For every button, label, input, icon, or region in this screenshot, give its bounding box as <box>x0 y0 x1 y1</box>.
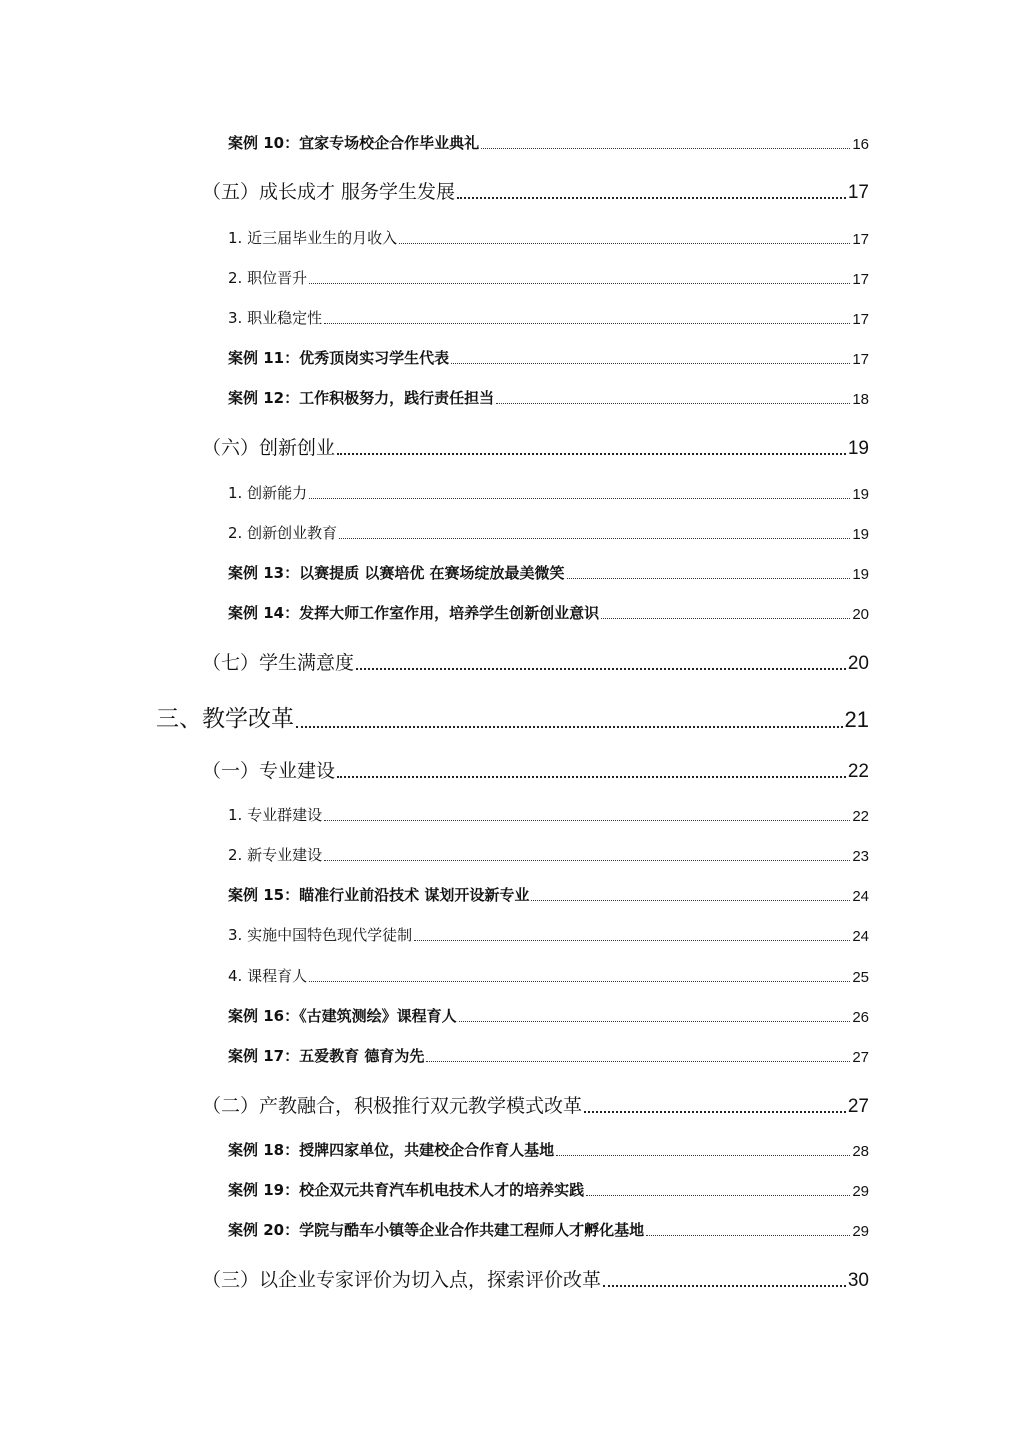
toc-dot-leader <box>337 776 846 778</box>
toc-dot-leader <box>584 1111 846 1113</box>
toc-dot-leader <box>309 981 850 982</box>
toc-dot-leader <box>481 148 850 149</box>
toc-entry-page: 17 <box>852 271 869 288</box>
toc-entry-item[interactable] <box>228 307 869 328</box>
toc-entry-page: 20 <box>852 606 869 623</box>
toc-entry-item[interactable] <box>228 924 869 945</box>
toc-dot-leader <box>459 1021 851 1022</box>
toc-dot-leader <box>324 323 850 324</box>
toc-dot-leader <box>414 940 850 941</box>
toc-dot-leader <box>646 1235 850 1236</box>
toc-entry-page: 19 <box>852 486 869 503</box>
toc-entry-section-7[interactable] <box>202 648 869 675</box>
toc-entry-title: 案例 20：学院与酷车小镇等企业合作共建工程师人才孵化基地 <box>228 1221 645 1239</box>
toc-entry-page: 29 <box>852 1183 869 1200</box>
toc-dot-leader <box>531 900 850 901</box>
toc-dot-leader <box>451 363 850 364</box>
toc-entry-title: （一）专业建设 <box>202 760 336 782</box>
toc-dot-leader <box>324 860 850 861</box>
toc-entry-title: （六）创新创业 <box>202 437 336 459</box>
toc-dot-leader <box>586 1195 850 1196</box>
toc-entry-page: 25 <box>852 969 869 986</box>
toc-entry-page: 20 <box>847 653 869 674</box>
toc-entry-item[interactable] <box>228 965 869 986</box>
toc-entry-title: 3. 职业稳定性 <box>228 309 323 327</box>
toc-entry-title: （五）成长成才 服务学生发展 <box>202 181 456 203</box>
toc-dot-leader <box>399 243 850 244</box>
toc-entry-page: 24 <box>852 888 869 905</box>
toc-entry-case-11[interactable] <box>228 347 869 368</box>
toc-entry-title: 案例 17：五爱教育 德育为先 <box>228 1047 425 1065</box>
toc-entry-title: 案例 10：宜家专场校企合作毕业典礼 <box>228 134 480 152</box>
toc-entry-page: 24 <box>852 928 869 945</box>
toc-entry-page: 28 <box>852 1143 869 1160</box>
toc-dot-leader <box>309 498 850 499</box>
toc-entry-page: 22 <box>847 761 869 782</box>
toc-entry-title: 4. 课程育人 <box>228 967 308 985</box>
toc-entry-section-1[interactable] <box>202 756 869 783</box>
toc-dot-leader <box>339 538 850 539</box>
toc-dot-leader <box>603 1285 846 1287</box>
toc-dot-leader <box>324 820 850 821</box>
toc-entry-title: 案例 16：《古建筑测绘》课程育人 <box>228 1007 457 1025</box>
toc-dot-leader <box>356 668 846 670</box>
toc-entry-title: 2. 创新创业教育 <box>228 524 338 542</box>
toc-entry-case-15[interactable] <box>228 884 869 905</box>
toc-entry-page: 30 <box>847 1270 869 1291</box>
toc-entry-section-5[interactable] <box>202 177 869 204</box>
toc-entry-title: 三、教学改革 <box>156 706 294 732</box>
toc-entry-section-2[interactable] <box>202 1091 869 1118</box>
toc-entry-item[interactable] <box>228 522 869 543</box>
toc-entry-title: 案例 12：工作积极努力，践行责任担当 <box>228 389 495 407</box>
toc-entry-title: （二）产教融合，积极推行双元教学模式改革 <box>202 1095 583 1117</box>
toc-entry-case-18[interactable] <box>228 1139 869 1160</box>
toc-entry-page: 18 <box>852 391 869 408</box>
toc-entry-title: （七）学生满意度 <box>202 652 355 674</box>
toc-entry-title: 1. 近三届毕业生的月收入 <box>228 229 398 247</box>
toc-entry-page: 26 <box>852 1009 869 1026</box>
toc-entry-item[interactable] <box>228 482 869 503</box>
toc-entry-page: 29 <box>852 1223 869 1240</box>
toc-dot-leader <box>556 1155 850 1156</box>
toc-entry-case-10[interactable] <box>228 132 869 153</box>
toc-entry-title: 3. 实施中国特色现代学徒制 <box>228 926 413 944</box>
toc-dot-leader <box>567 578 851 579</box>
toc-entry-page: 19 <box>852 566 869 583</box>
toc-entry-title: 2. 职位晋升 <box>228 269 308 287</box>
toc-dot-leader <box>296 726 843 728</box>
toc-entry-section-6[interactable] <box>202 433 869 460</box>
toc-entry-title: 案例 15：瞄准行业前沿技术 谋划开设新专业 <box>228 886 530 904</box>
toc-entry-page: 22 <box>852 808 869 825</box>
toc-entry-case-12[interactable] <box>228 387 869 408</box>
toc-dot-leader <box>496 403 850 404</box>
toc-entry-title: 案例 14：发挥大师工作室作用，培养学生创新创业意识 <box>228 604 600 622</box>
toc-entry-title: 案例 13：以赛提质 以赛培优 在赛场绽放最美微笑 <box>228 564 565 582</box>
toc-entry-page: 19 <box>852 526 869 543</box>
toc-dot-leader <box>337 453 846 455</box>
toc-entry-item[interactable] <box>228 267 869 288</box>
toc-dot-leader <box>426 1061 850 1062</box>
toc-entry-title: 案例 11：优秀顶岗实习学生代表 <box>228 349 450 367</box>
toc-entry-page: 27 <box>847 1096 869 1117</box>
toc-entry-title: （三）以企业专家评价为切入点，探索评价改革 <box>202 1269 602 1291</box>
toc-entry-case-19[interactable] <box>228 1179 869 1200</box>
toc-entry-page: 23 <box>852 848 869 865</box>
toc-entry-page: 21 <box>844 707 869 732</box>
toc-entry-item[interactable] <box>228 804 869 825</box>
toc-dot-leader <box>601 618 850 619</box>
toc-entry-chapter-3[interactable] <box>156 700 869 733</box>
toc-entry-title: 1. 创新能力 <box>228 484 308 502</box>
toc-entry-page: 27 <box>852 1049 869 1066</box>
toc-entry-page: 17 <box>852 311 869 328</box>
toc-entry-item[interactable] <box>228 844 869 865</box>
toc-entry-page: 19 <box>847 438 869 459</box>
toc-dot-leader <box>457 197 846 199</box>
toc-entry-title: 案例 19：校企双元共育汽车机电技术人才的培养实践 <box>228 1181 585 1199</box>
toc-entry-case-17[interactable] <box>228 1045 869 1066</box>
toc-entry-title: 2. 新专业建设 <box>228 846 323 864</box>
toc-entry-page: 17 <box>852 231 869 248</box>
toc-entry-section-3[interactable] <box>202 1265 869 1292</box>
toc-entry-page: 17 <box>847 182 869 203</box>
toc-entry-case-14[interactable] <box>228 602 869 623</box>
toc-entry-case-16[interactable] <box>228 1005 869 1026</box>
toc-entry-page: 16 <box>852 136 869 153</box>
toc-entry-page: 17 <box>852 351 869 368</box>
toc-entry-title: 案例 18：授牌四家单位，共建校企合作育人基地 <box>228 1141 555 1159</box>
toc-entry-item[interactable] <box>228 227 869 248</box>
toc-entry-case-13[interactable] <box>228 562 869 583</box>
toc-entry-title: 1. 专业群建设 <box>228 806 323 824</box>
toc-dot-leader <box>309 283 850 284</box>
toc-entry-case-20[interactable] <box>228 1219 869 1240</box>
